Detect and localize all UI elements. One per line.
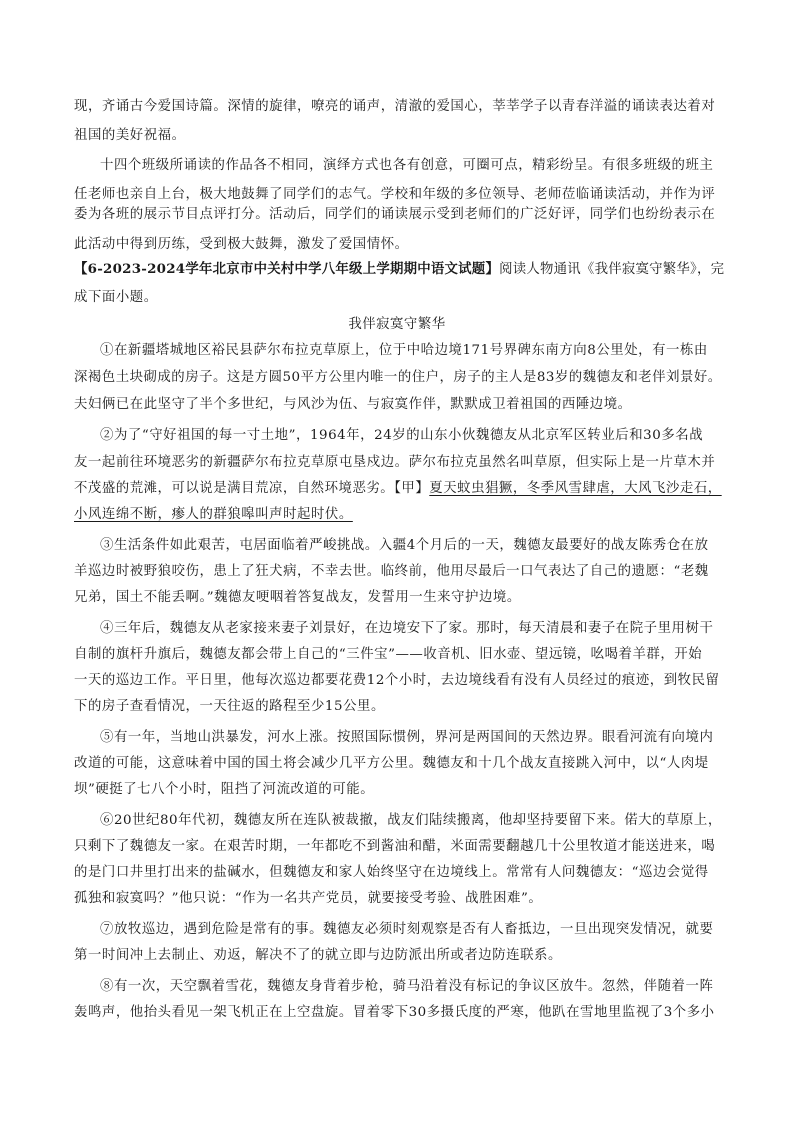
intro-p2-line-2: 任老师也亲自上台，极大地鼓舞了同学们的志气。学校和年级的多位领导、老师莅临诵读活动，并作为评: [74, 187, 716, 202]
intro-p1-line-2: 祖国的美好祝福。: [74, 128, 186, 143]
article-p1-line-1: ①在新疆塔城地区裕民县萨尔布拉克草原上，位于中哈边境171号界碑东南方向8公里处，有一栋由: [100, 343, 708, 358]
intro-p2-line-4: 此活动中得到历练，受到极大鼓舞，激发了爱国情怀。: [74, 237, 409, 252]
article-p2-underlined-a: 夏天蚊虫猖獗，冬季风雪肆虐，大风飞沙走石，: [429, 481, 722, 496]
article-p4-line-3: 一天的巡边工作。平日里，他每次巡边都要花费12个小时，去边境线看有没有人员经过的痕迹，到牧民留: [74, 673, 720, 688]
article-p5-line-2: 改道的可能，这意味着中国的国土将会减少几平方公里。魏德友和十几个战友直接跳入河中，以“人肉堤: [74, 756, 709, 771]
intro-p1-line-1: 现，齐诵古今爱国诗篇。深情的旋律，嘹亮的诵声，清澈的爱国心，莘莘学子以青春洋溢的诵读表达着对: [74, 99, 716, 114]
article-p2-line-2: 友一起前往环境恶劣的新疆萨尔布拉克草原屯垦戍边。萨尔布拉克虽然名叫草原，但实际上是一片草木并: [74, 455, 716, 470]
question-source: 【6-2023-2024学年北京市中关村中学八年级上学期期中语文试题】: [74, 261, 500, 277]
article-p2-plain: 不茂盛的荒滩，可以说是满目荒凉，自然环境恶劣。【甲】: [74, 481, 430, 496]
question-line-1: [74, 260, 724, 279]
article-p7-line-2: 第一时间冲上去制止、劝返，解决不了的就立即与边防派出所或者边防连联系。: [74, 948, 562, 963]
article-p8-line-2: 轰鸣声，他抬头看见一架飞机正在上空盘旋。冒着零下30多摄氏度的严寒，他趴在雪地里监视了3个多小: [74, 1005, 715, 1020]
article-p2-line-3: [74, 480, 722, 498]
article-p6-line-4: 孤独和寂寞吗？”他只说：“作为一名共产党员，就要接受考验、战胜困难”。: [74, 891, 543, 906]
article-p7-line-1: ⑦放牧巡边，遇到危险是常有的事。魏德友必须时刻观察是否有人畜抵边，一旦出现突发情况，就要: [100, 922, 714, 937]
article-p4-line-2: 自制的旗杆升旗后，魏德友都会带上自己的“三件宝”——收音机、旧水壶、望远镜，吆喝着羊群，开始: [74, 647, 703, 662]
article-p8-line-1: ⑧有一次，天空飘着雪花，魏德友身背着步枪，骑马沿着没有标记的争议区放牛。忽然，伴随着一阵: [100, 979, 714, 994]
article-p6-line-3: 的是门口井里打出来的盐碱水，但魏德友和家人始终坚守在边境线上。常常有人问魏德友：“巡边会觉得: [74, 865, 709, 880]
question-prompt: 阅读人物通讯《我伴寂寞守繁华》，完: [499, 262, 725, 277]
article-p4-line-4: 下的房子查看情况，一天往返的路程至少15公里。: [74, 699, 385, 714]
article-title: 我伴寂寞守繁华: [348, 317, 446, 332]
article-p2-line-4: [74, 506, 353, 524]
article-p5-line-3: 坝”硬挺了七八个小时，阻挡了河流改道的可能。: [74, 782, 375, 797]
article-p6-line-1: ⑥20世纪80年代初，魏德友所在连队被裁撤，战友们陆续搬离，他却坚持要留下来。偌大的草原上，: [100, 813, 722, 828]
article-p1-line-2: 深褐色土块砌成的房子。这是方圆50平方公里内唯一的住户，房子的主人是83岁的魏德友和老伴刘景好。: [74, 370, 722, 385]
article-p5-line-1: ⑤有一年，当地山洪暴发，河水上涨。按照国际惯例，界河是两国间的天然边界。眼看河流有向境内: [100, 730, 714, 745]
intro-p2-line-1: 十四个班级所诵读的作品各不相同，演绎方式也各有创意，可圈可点，精彩纷呈。有很多班级的班主: [100, 158, 714, 173]
article-p3-line-2: 羊巡边时被野狼咬伤，患上了狂犬病，不幸去世。临终前，他用尽最后一口气表达了自己的遗愿：“老魏: [74, 564, 709, 579]
article-p6-line-2: 只剩下了魏德友一家。在艰苦时期，一年都吃不到酱油和醋，米面需要翻越几十公里牧道才能送进来，喝: [74, 839, 716, 854]
article-p3-line-1: ③生活条件如此艰苦，屯居面临着严峻挑战。入疆4个月后的一天，魏德友最要好的战友陈秀仓在放: [100, 538, 709, 553]
article-p1-line-3: 夫妇俩已在此坚守了半个多世纪，与风沙为伍、与寂寞作伴，默默成卫着祖国的西陲边境。: [74, 397, 632, 412]
intro-p2-line-3: 委为各班的展示节目点评打分。活动后，同学们的诵读展示受到老师们的广泛好评，同学们也纷纷表示在: [74, 207, 716, 222]
article-p3-line-3: 兄弟，国土不能丢啊。”魏德友哽咽着答复战友，发誓用一生来守护边境。: [74, 590, 521, 605]
article-p2-underlined-b: 小风连绵不断，瘆人的群狼嗥叫声时起时伏。: [74, 507, 353, 522]
article-p4-line-1: ④三年后，魏德友从老家接来妻子刘景好，在边境安下了家。那时，每天清晨和妻子在院子里用树干: [100, 621, 714, 636]
question-line-2: 成下面小题。: [74, 290, 158, 305]
article-p2-line-1: ②为了“守好祖国的每一寸土地”，1964年，24岁的山东小伙魏德友从北京军区转业后和30多名战: [100, 428, 704, 443]
